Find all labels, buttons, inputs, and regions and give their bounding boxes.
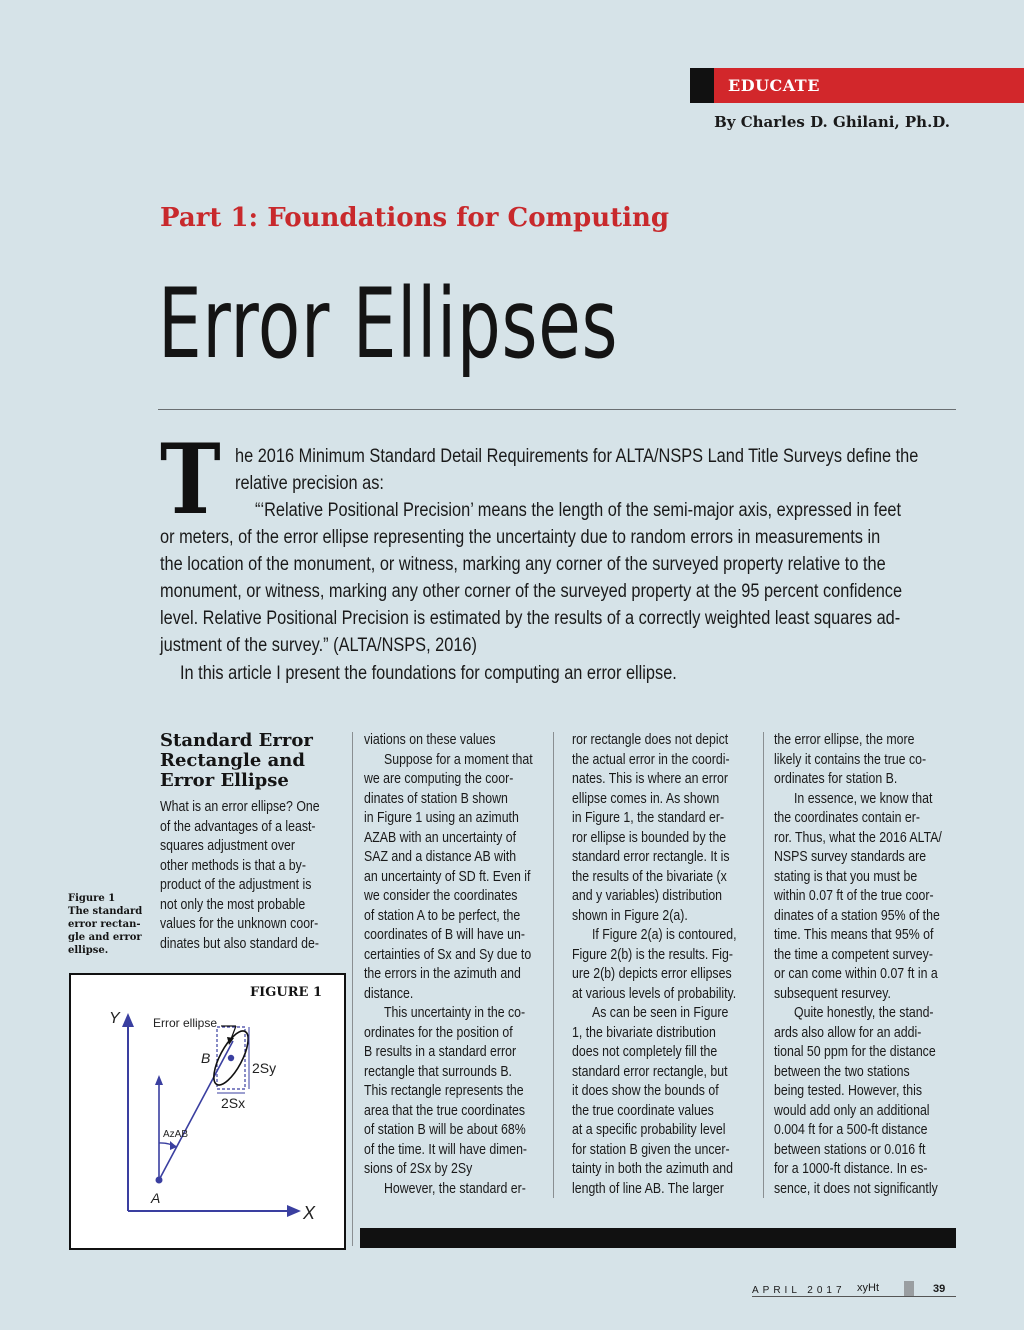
column-3: ror rectangle does not depict the actual error in the coordi- nates. This is where an error ellipse comes in. As shown in Figure 1, the standard er- ror ellipse is bounded by the standard error rectangle. It is the results of the bivariate (x and y variables) distribution shown in Figure 2(a). If Figure 2(a) is contoured, Figure 2(b) is the results. Fig- ure 2(b) depicts error ellipses at various levels of probability. As can be seen in Figure 1, the bivariate distribution does not completely fill the standard error rectangle, but it does show the bounds of the true coordinate values at a specific probability level for station B given the uncer- tainty in both the azimuth and length of line AB. The larger xyxy=(572,732,737,1197)
intro-line: he 2016 Minimum Standard Detail Requirements for ALTA/NSPS Land Title Surveys define the xyxy=(235,446,919,467)
point-a-marker xyxy=(156,1177,163,1184)
figure-1 xyxy=(69,973,346,1250)
section-tag-block xyxy=(690,68,714,103)
ellipse-label: Error ellipse xyxy=(153,1016,218,1030)
article-title: Error Ellipses xyxy=(158,268,619,380)
intro-line: level. Relative Positional Precision is estimated by the results of a correctly weighted least squares ad- xyxy=(160,608,901,629)
footer-square-icon xyxy=(904,1281,914,1296)
section-tag-bar xyxy=(690,68,1024,103)
footer-rule xyxy=(752,1296,956,1297)
y-axis-label: Y xyxy=(109,1010,120,1027)
section-tag-label: EDUCATE xyxy=(728,76,820,95)
dim-x-label: 2Sx xyxy=(221,1095,246,1111)
section-heading: Standard Error Rectangle and Error Ellipse xyxy=(160,730,313,791)
intro-line: relative precision as: xyxy=(235,473,384,494)
intro-line: or meters, of the error ellipse representing the uncertainty due to random errors in measurements in xyxy=(160,527,881,548)
dim-y-label: 2Sy xyxy=(252,1060,277,1076)
byline: By Charles D. Ghilani, Ph.D. xyxy=(714,113,950,131)
figure-diagram xyxy=(71,975,344,1248)
column-1: What is an error ellipse? One of the advantages of a least- squares adjustment over other methods is that a by- product of the adjustment is not only the most probable values for the unknown coor- dinates but also standard de- xyxy=(160,799,320,952)
intro-line: In this article I present the foundations for computing an error ellipse. xyxy=(180,663,677,684)
north-arrow-icon xyxy=(155,1075,163,1085)
x-axis-label: X xyxy=(303,1203,316,1223)
column-2: viations on these values Suppose for a moment that we are computing the coor- dinates of station B shown in Figure 1 using an azimuth AZAB with an uncertainty of SAZ and a distance AB with an uncertainty of SD ft. Even if we consider the coordinates of station A to be perfect, the coordinates of B will have un- certainties of Sx and Sy due to the errors in the azimuth and distance. This uncertainty in the co- ordinates for the position of B results in a standard error rectangle that surrounds B. This rectangle represents the area that the true coordinates of station B will be about 68% of the time. It will have dimen- sions of 2Sx by 2Sy However, the standard er- xyxy=(364,732,533,1197)
figure-caption: Figure 1 The standard error rectan- gle and error ellipse. xyxy=(68,893,143,956)
drop-cap: T xyxy=(160,423,221,536)
article-kicker: Part 1: Foundations for Computing xyxy=(160,203,670,233)
intro-line: monument, or witness, marking any other corner of the surveyed property at the 95 percent confidence xyxy=(160,581,903,602)
intro-line: “‘Relative Positional Precision’ means the length of the semi-major axis, expressed in feet xyxy=(255,500,902,521)
page-number: 39 xyxy=(933,1283,946,1295)
x-axis-arrow-icon xyxy=(287,1205,301,1217)
figure-label: FIGURE 1 xyxy=(249,985,322,1000)
intro-line: justment of the survey.” (ALTA/NSPS, 2016) xyxy=(160,635,477,656)
footer-date: APRIL 2017 xyxy=(752,1285,846,1296)
intro-line: the location of the monument, or witness, marking any corner of the surveyed property relative to the xyxy=(160,554,886,575)
title-rule xyxy=(158,409,956,410)
column-4: the error ellipse, the more likely it contains the true co- ordinates for station B. In essence, we know that the coordinates contain er- ror. Thus, what the 2016 ALTA/ NSPS survey standards are stating is that you must be within 0.07 ft of the true coor- dinates of a station 95% of the time. This means that 95% of the time a competent survey- or can come within 0.07 ft in a subsequent resurvey. Quite honestly, the stand- ards also allow for an addi- tional 50 ppm for the distance between the two stations being tested. However, this would add only an additional 0.004 ft for a 500-ft distance between stations or 0.016 ft for a 1000-ft distance. In es- sence, it does not significantly xyxy=(774,732,942,1197)
continuation-bar xyxy=(360,1228,956,1248)
point-a-label: A xyxy=(151,1190,161,1206)
y-axis-arrow-icon xyxy=(122,1013,134,1027)
footer-magazine: xyHt xyxy=(857,1282,879,1294)
column-divider xyxy=(352,732,353,1246)
azimuth-label: AzAB xyxy=(163,1129,189,1140)
point-b-label: B xyxy=(201,1050,211,1066)
point-b-marker xyxy=(228,1055,234,1061)
